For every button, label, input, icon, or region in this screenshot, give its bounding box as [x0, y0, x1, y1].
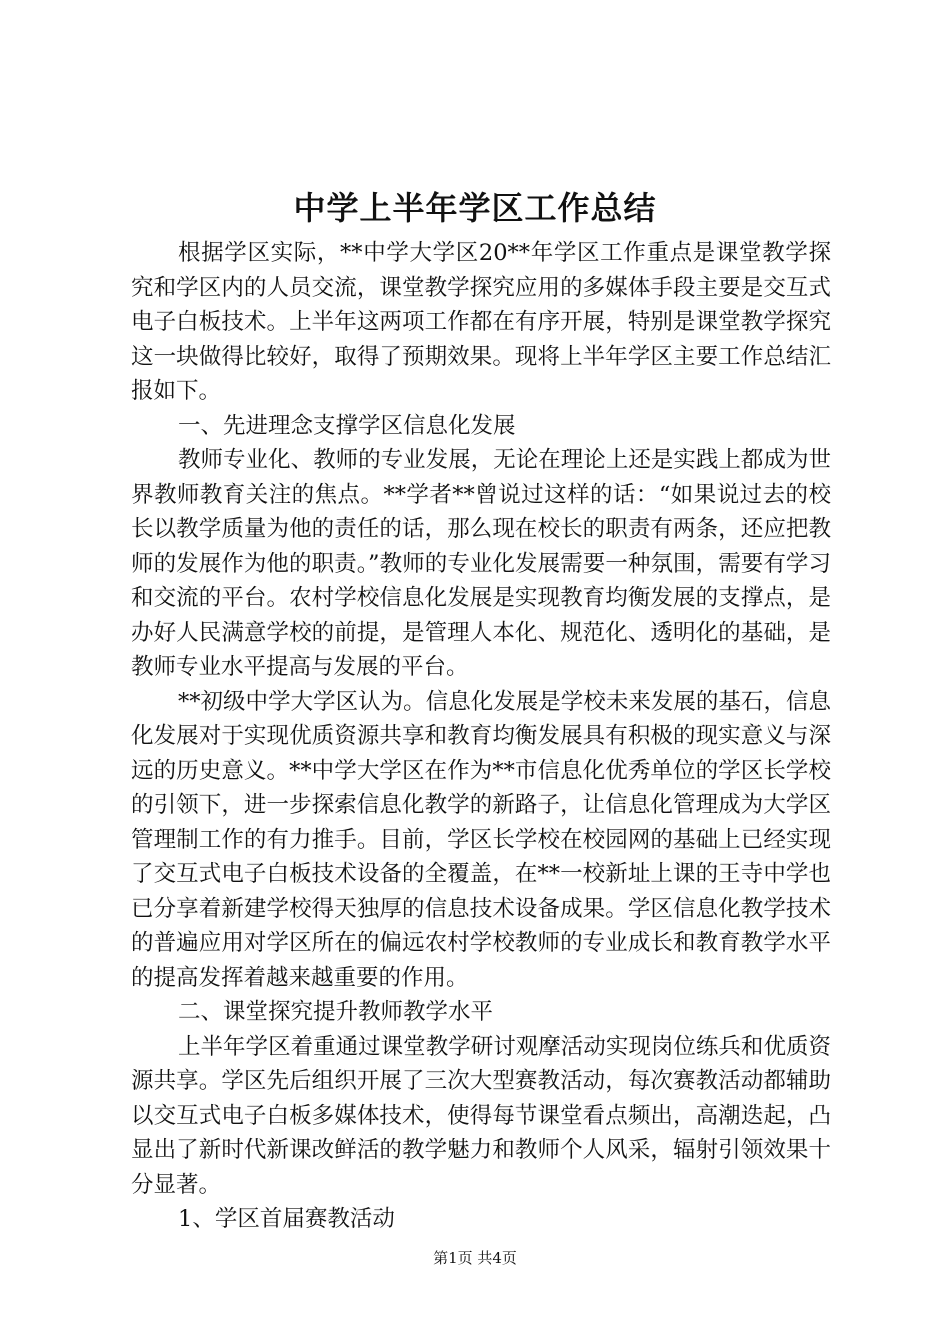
section-heading-2: 二、课堂探究提升教师教学水平	[178, 999, 494, 1025]
paragraph-informatization: **初级中学大学区认为。信息化发展是学校未来发展的基石，信息化发展对于实现优质资源共享和教育均衡发展具有积极的现实意义与深远的历史意义。**中学大学区在作为**市信息化优秀单位的学区长学校的引领下，进一步探索信息化教学的新路子，让信息化管理成为大学区管理制工作的有力推手。目前，学区长学校在校园网的基础上已经实现了交互式电子白板技术设备的全覆盖，在**一校新址上课的王寺中学也已分享着新建学校得天独厚的信息技术设备成果。学区信息化教学技术的普遍应用对学区所在的偏远农村学校教师的专业成长和教育教学水平的提高发挥着越来越重要的作用。	[131, 688, 831, 991]
paragraph-teacher-development: 教师专业化、教师的专业发展，无论在理论上还是实践上都成为世界教师教育关注的焦点。**学者**曾说过这样的话：“如果说过去的校长以教学质量为他的责任的话，那么现在校长的职责有两条，还应把教师的发展作为他的职责。”教师的专业化发展需要一种氛围，需要有学习和交流的平台。农村学校信息化发展是实现教育均衡发展的支撑点，是办好人民满意学校的前提，是管理人本化、规范化、透明化的基础，是教师专业水平提高与发展的平台。	[131, 447, 831, 680]
document-body	[131, 236, 831, 1237]
section-heading-1: 一、先进理念支撑学区信息化发展	[178, 412, 516, 439]
subsection-heading-1: 1、学区首届赛教活动	[178, 1206, 395, 1232]
paragraph-intro: 根据学区实际，**中学大学区20**年学区工作重点是课堂教学探究和学区内的人员交流，课堂教学探究应用的多媒体手段主要是交互式电子白板技术。上半年这两项工作都在有序开展，特别是课堂教学探究这一块做得比较好，取得了预期效果。现将上半年学区主要工作总结汇报如下。	[131, 240, 831, 404]
page-number: 第1页 共4页	[433, 1249, 517, 1267]
document-title: 中学上半年学区工作总结	[293, 189, 657, 227]
paragraph-classroom-research: 上半年学区着重通过课堂教学研讨观摩活动实现岗位练兵和优质资源共享。学区先后组织开展了三次大型赛教活动，每次赛教活动都辅助以交互式电子白板多媒体技术，使得每节课堂看点频出，高潮迭起，凸显出了新时代新课改鲜活的教学魅力和教师个人风采，辐射引领效果十分显著。	[131, 1033, 831, 1198]
